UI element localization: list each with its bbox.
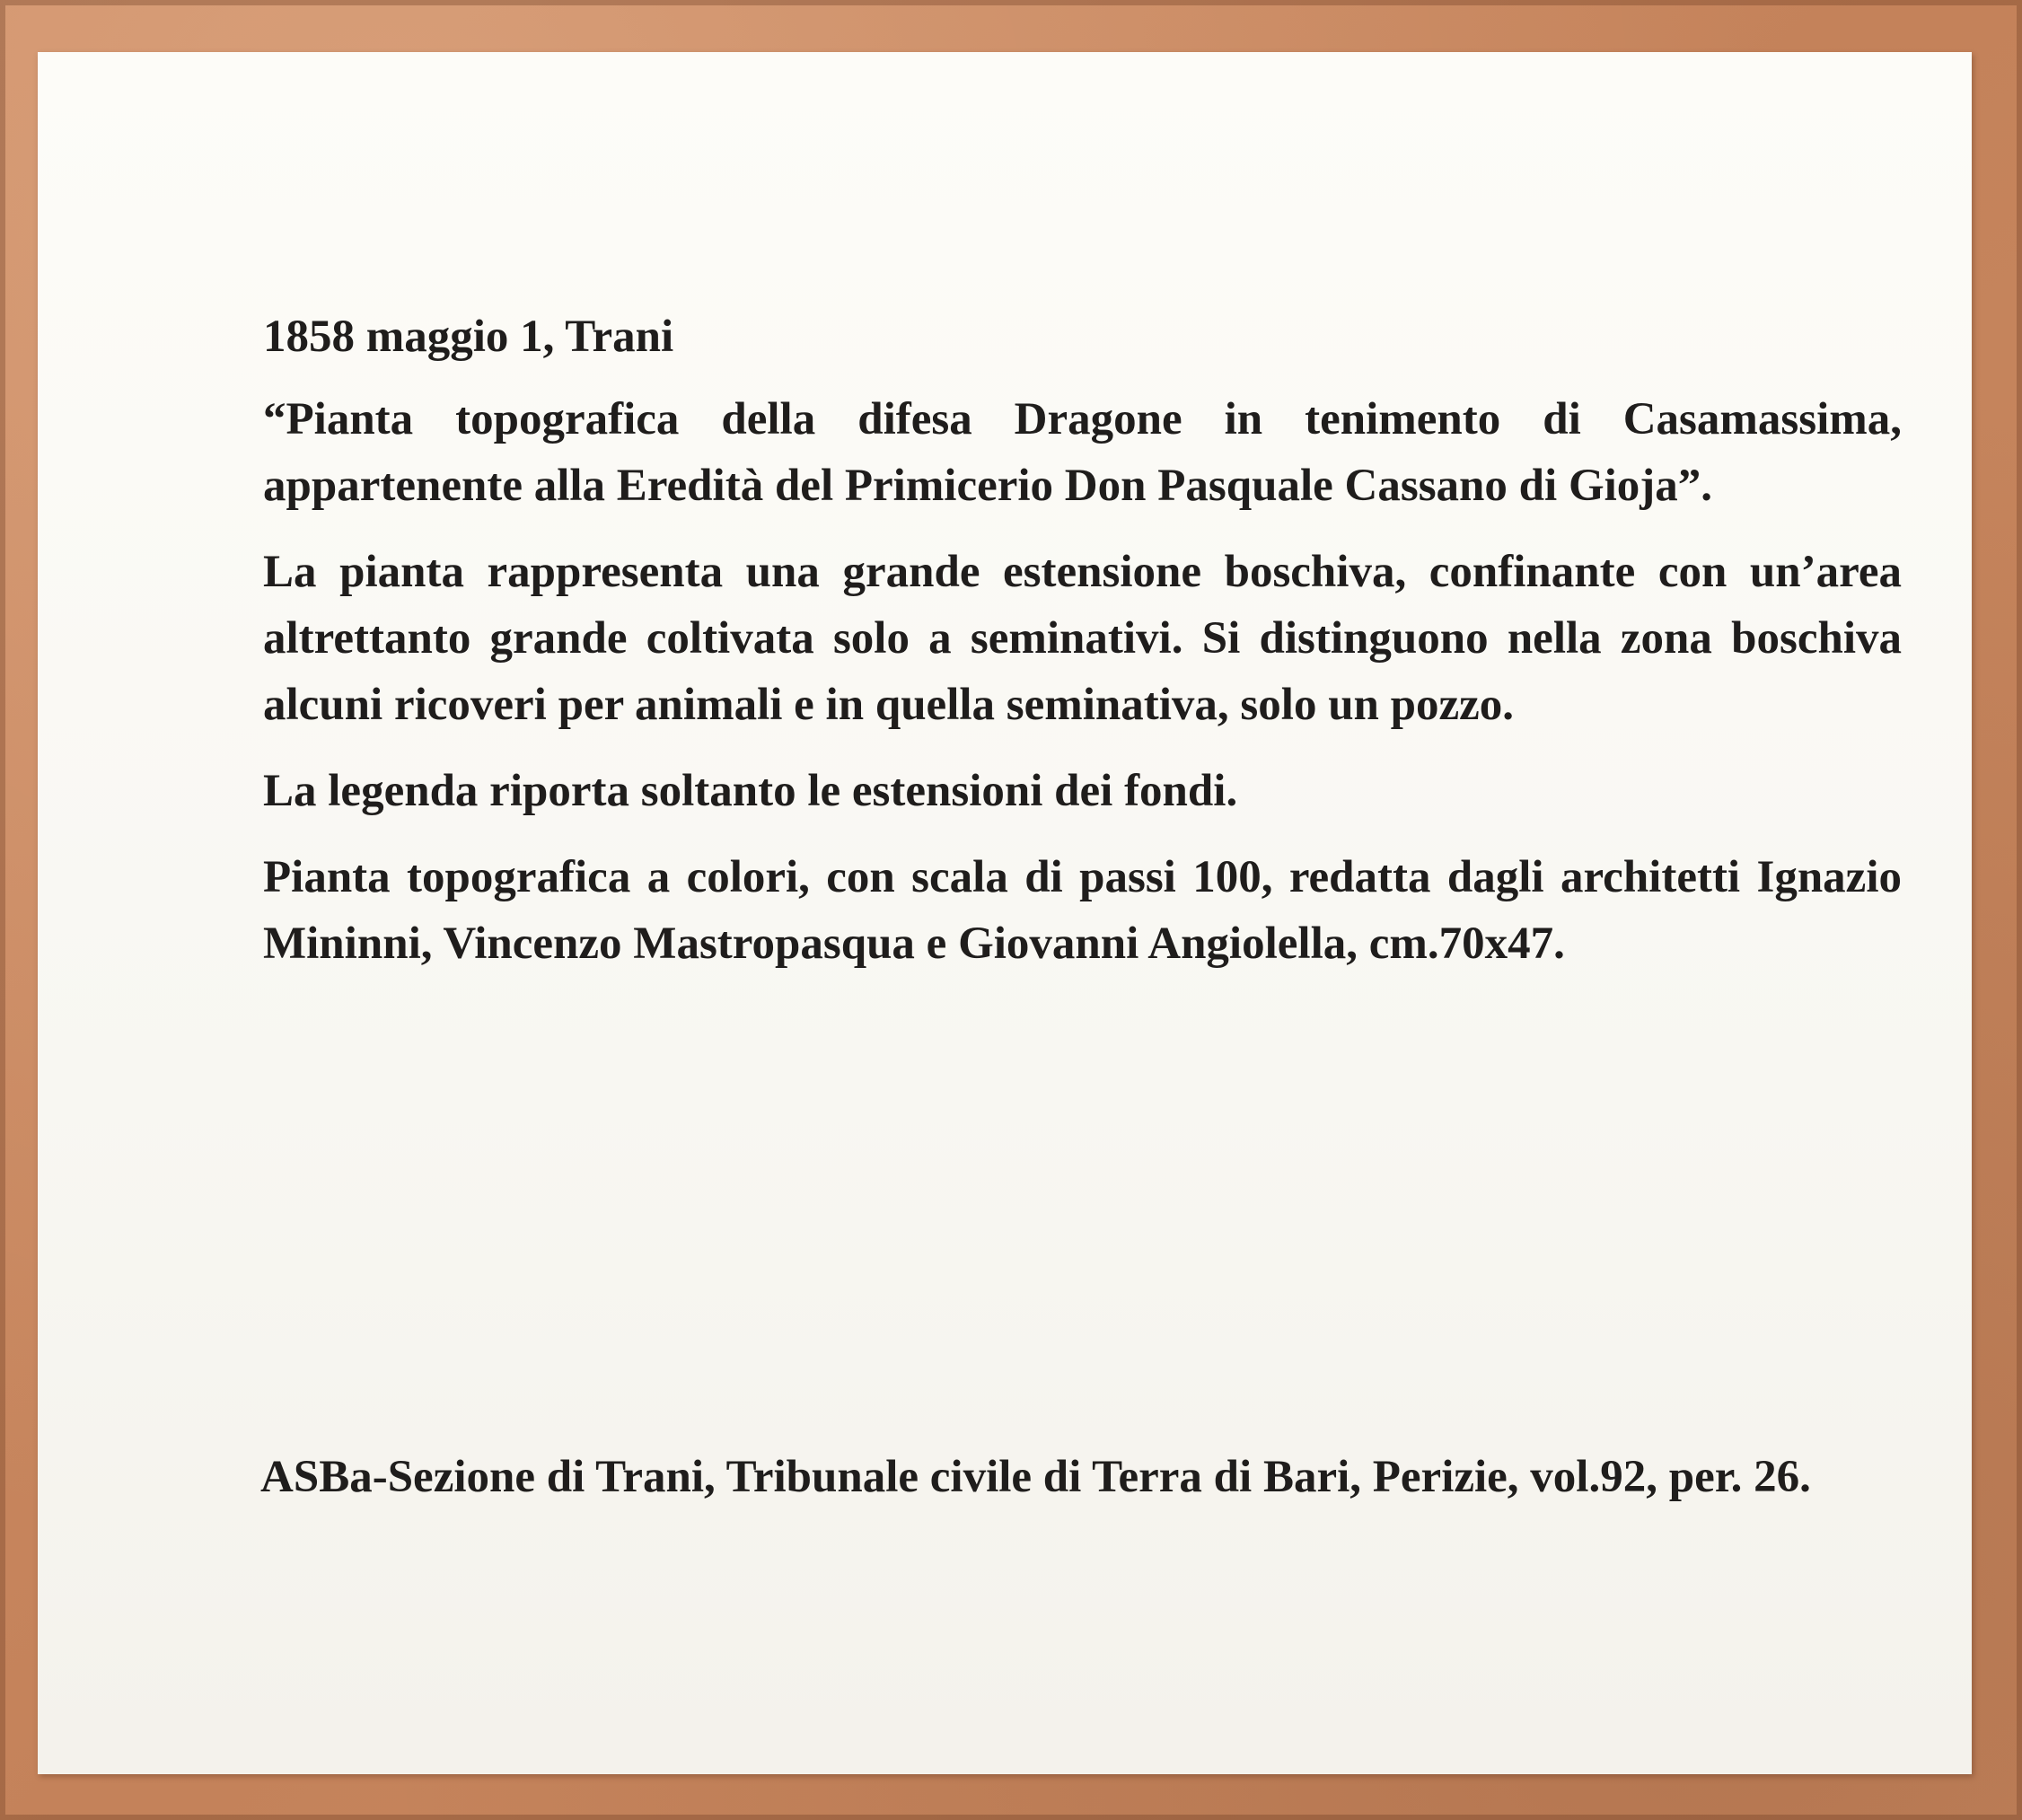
date-place: 1858 maggio 1, Trani — [263, 312, 674, 362]
document-title: “Pianta topografica della difesa Dragone in tenimento di Casamassima, appartenente alla Eredità del Primicerio Don Pasquale Cassano di Gioja”. — [263, 394, 1902, 511]
description-paragraph: La pianta rappresenta una grande estensione boschiva, confinante con un’area altrettanto grande coltivata solo a seminativi. Si distinguono nella zona boschiva alcuni ricoveri per animali e in quella seminativa, solo un pozzo. — [263, 547, 1902, 730]
archive-citation: ASBa-Sezione di Trani, Tribunale civile di Terra di Bari, Perizie, vol.92, per. 26. — [260, 1452, 1811, 1502]
legend-note: La legenda riporta soltanto le estensioni dei fondi. — [263, 766, 1238, 816]
technical-details: Pianta topografica a colori, con scala di passi 100, redatta dagli architetti Ignazio Mininni, Vincenzo Mastropasqua e Giovanni Angiolella, cm.70x47. — [263, 852, 1902, 969]
document-body — [263, 303, 1902, 997]
